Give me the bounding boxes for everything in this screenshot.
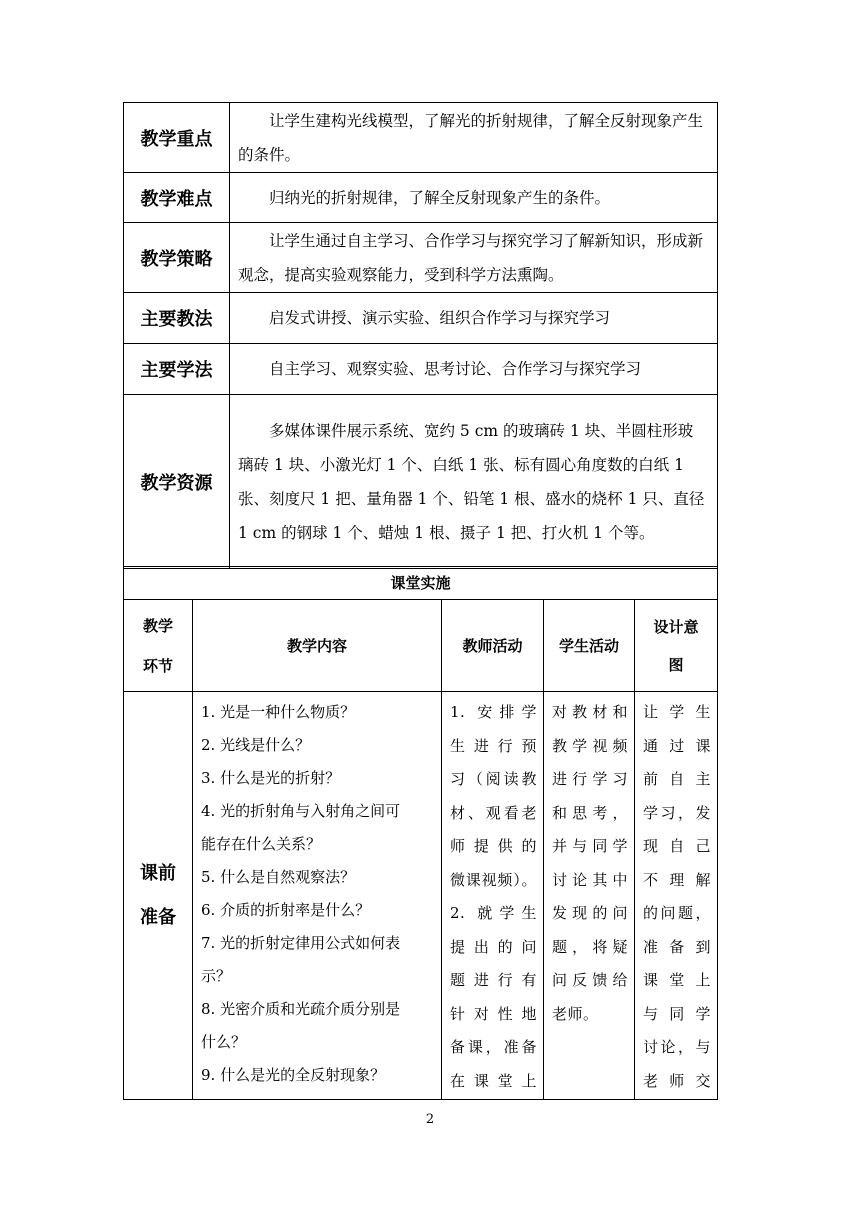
teacher-line: 针对性地: [450, 1004, 537, 1023]
header-row: [124, 600, 718, 692]
teacher-line: 备课，准备: [450, 1038, 537, 1056]
info-label: 教学难点: [124, 173, 230, 223]
header-stage-line1: 教学: [142, 616, 173, 635]
info-label: 教学策略: [124, 223, 230, 293]
teacher-line: 微课视频）。: [450, 870, 537, 889]
student-line: 发现的问: [552, 904, 628, 922]
content-item: 2. 光线是什么？: [201, 736, 311, 754]
student-activity: [552, 696, 628, 1031]
content-item: 4. 光的折射角与入射角之间可: [201, 802, 401, 820]
header-intent-line2: 图: [668, 655, 684, 674]
student-cell: [544, 692, 635, 1100]
info-row: [124, 395, 718, 569]
intent-line: 老师交: [643, 1071, 711, 1090]
teacher-cell: [442, 692, 544, 1100]
student-line: 对教材和: [552, 703, 628, 721]
teacher-line: 提出的问: [450, 937, 537, 956]
content-item: 8. 光密介质和光疏介质分别是: [201, 1000, 401, 1018]
info-text: 多媒体课件展示系统、宽约 5 cm 的玻璃砖 1 块、半圆柱形玻璃砖 1 块、小激光灯 1 个、白纸 1 张、标有圆心角度数的白纸 1 张、刻度尺 1 把、量角器 1 个、铅笔 1 根、盛水的烧杯 1 只、直径 1 cm 的钢球 1 个、蜡烛 1 根、摄子 1 把、打火机 1 个等。: [230, 395, 718, 569]
content-item: 1. 光是一种什么物质？: [201, 703, 356, 721]
info-text: 启发式讲授、演示实验、组织合作学习与探究学习: [230, 293, 718, 344]
header-teacher: 教师活动: [442, 600, 544, 692]
intent-line: 的问题，: [643, 904, 711, 922]
intent-line: 不理解: [643, 870, 711, 889]
content-item: 9. 什么是光的全反射现象？: [201, 1066, 386, 1084]
page-number: 2: [425, 1112, 435, 1127]
content-item: 6. 介质的折射率是什么？: [201, 901, 371, 919]
content-item: 5. 什么是自然观察法？: [201, 868, 356, 886]
section-title-row: [124, 567, 718, 600]
design-intent: [643, 696, 711, 1098]
teacher-line: 生进行预: [450, 736, 537, 755]
intent-line: 与同学: [643, 1004, 711, 1023]
info-text: 让学生通过自主学习、合作学习与探究学习了解新知识，形成新观念，提高实验观察能力，受到科学方法熏陶。: [230, 223, 718, 293]
info-label: 主要学法: [124, 344, 230, 395]
info-row: [124, 293, 718, 344]
content-item: 示？: [201, 967, 232, 985]
content-item: 能存在什么关系？: [201, 835, 322, 853]
student-line: 和思考，: [552, 803, 628, 822]
content-item: 3. 什么是光的折射？: [201, 769, 341, 787]
intent-line: 课堂上: [643, 971, 711, 989]
header-intent: [635, 600, 718, 692]
teacher-line: 习（阅读教: [450, 770, 537, 788]
student-line: 问反馈给: [552, 971, 628, 989]
info-row: [124, 223, 718, 293]
stage-cell: [124, 692, 193, 1100]
teacher-line: 材、观看老: [450, 803, 537, 822]
intent-line: 准备到: [643, 937, 711, 956]
intent-line: 让学生: [643, 703, 711, 721]
header-content: 教学内容: [193, 600, 442, 692]
stage-row: [124, 692, 718, 1100]
info-row: [124, 173, 718, 223]
info-row: [124, 103, 718, 173]
teacher-line: 题进行有: [450, 971, 537, 989]
header-student: 学生活动: [544, 600, 635, 692]
intent-line: 通过课: [643, 736, 711, 755]
student-line: 并与同学: [552, 837, 628, 855]
teacher-activity: [450, 696, 537, 1098]
student-line: 题，将疑: [552, 937, 628, 956]
intent-line: 学习，发: [643, 803, 711, 822]
info-text: 让学生建构光线模型，了解光的折射规律，了解全反射现象产生的条件。: [230, 103, 718, 173]
header-stage-line2: 环节: [142, 656, 173, 675]
intent-line: 前自主: [643, 770, 711, 788]
student-line: 讨论其中: [552, 870, 628, 889]
content-item: 什么？: [201, 1033, 247, 1051]
info-label: 教学重点: [124, 103, 230, 173]
teacher-line: 在课堂上: [450, 1071, 537, 1090]
content-cell: [193, 692, 442, 1100]
info-label: 教学资源: [124, 395, 230, 569]
teacher-line: 师提供的: [450, 837, 537, 855]
student-line: 进行学习: [552, 770, 628, 788]
header-intent-line1: 设计意: [653, 617, 699, 636]
student-line: 老师。: [552, 1004, 599, 1023]
info-row: [124, 344, 718, 395]
content-list: [201, 696, 435, 1092]
student-line: 教学视频: [552, 736, 628, 755]
info-table: [123, 102, 718, 569]
info-label: 主要教法: [124, 293, 230, 344]
implementation-table: [123, 566, 718, 1100]
section-title: 课堂实施: [124, 567, 718, 600]
header-stage: [124, 600, 193, 692]
stage-line2: 准备: [140, 906, 176, 928]
teacher-line: 1. 安排学: [450, 703, 537, 721]
info-text: 归纳光的折射规律，了解全反射现象产生的条件。: [230, 173, 718, 223]
intent-line: 现自己: [643, 837, 711, 855]
stage-line1: 课前: [140, 862, 176, 884]
teacher-line: 2. 就学生: [450, 904, 537, 922]
intent-cell: [635, 692, 718, 1100]
content-item: 7. 光的折射定律用公式如何表: [201, 934, 401, 952]
intent-line: 讨论，与: [643, 1038, 711, 1056]
info-text: 自主学习、观察实验、思考讨论、合作学习与探究学习: [230, 344, 718, 395]
